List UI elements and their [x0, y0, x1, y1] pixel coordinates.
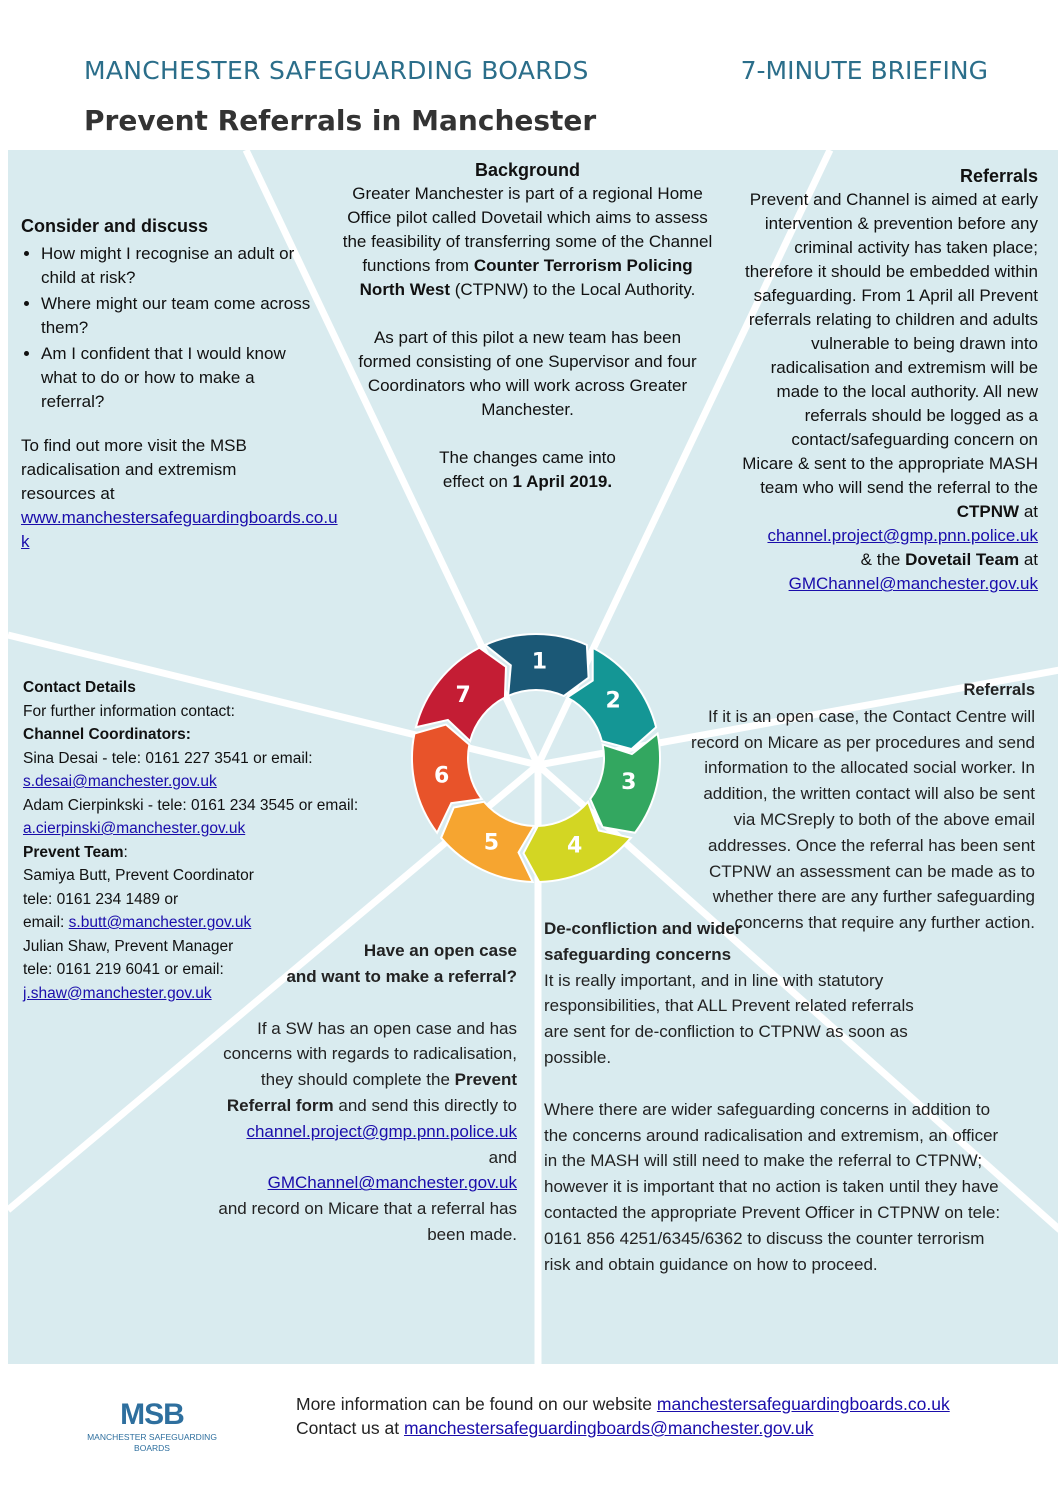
prevent-team-heading: Prevent Team: [23, 843, 124, 861]
footer-website-text: More information can be found on our website: [296, 1394, 657, 1414]
background-date: 1 April 2019.: [512, 472, 613, 491]
contact-julian-tel: tele: 0161 219 6041 or email:: [23, 961, 224, 978]
consider-section: [21, 214, 339, 554]
list-item: • Where might our team come across them?: [41, 292, 316, 340]
footer-contact-line: [296, 1416, 950, 1440]
consider-more-text: To find out more visit the MSB radicalisation and extremism resources at: [21, 436, 247, 503]
footer-info: [296, 1392, 950, 1440]
consider-list: [21, 242, 316, 414]
cycle-label-2: 2: [605, 688, 621, 714]
channel-project-email-link-2[interactable]: channel.project@gmp.pnn.police.uk: [246, 1121, 517, 1141]
background-paragraph-1: [340, 182, 715, 302]
contact-samiya-email-line: [23, 911, 393, 935]
email-label: email:: [23, 914, 69, 931]
contact-samiya: Samiya Butt, Prevent Coordinator: [23, 867, 254, 884]
referrals-heading-2: Referrals: [963, 681, 1035, 699]
background-paragraph-2: As part of this pilot a new team has been formed consisting of one Supervisor and four Coordinators who will work across Greater Manchester.: [358, 328, 697, 419]
footer-email-link[interactable]: manchestersafeguardingboards@manchester.gov.uk: [403, 1418, 814, 1438]
contact-julian: Julian Shaw, Prevent Manager: [23, 937, 234, 955]
open-case-and: and: [488, 1147, 517, 1167]
contact-adam: Adam Cierpinkski - tele: 0161 234 3545 or email:: [23, 796, 359, 814]
briefing-label: 7-MINUTE BRIEFING: [740, 56, 988, 85]
referrals-dovetail: Dovetail Team: [905, 550, 1020, 569]
prevent-team-colon: :: [123, 843, 128, 861]
contact-samiya-tel: tele: 0161 234 1489 or: [23, 890, 179, 908]
deconfliction-heading: De-confliction and wider safeguarding concerns: [544, 919, 742, 964]
open-case-body: If a SW has an open case and has concerns with regards to radicalisation, they should complete the: [223, 1018, 517, 1090]
msb-logo-text: MANCHESTER SAFEGUARDING BOARDS: [87, 1432, 217, 1453]
seven-step-cycle: [408, 630, 664, 886]
referrals-and: & the: [860, 550, 906, 569]
background-text-c: (CTPNW) to the Local Authority.: [450, 280, 696, 299]
referrals-at-2: at: [1019, 550, 1038, 569]
msb-logo-mark: MSB: [120, 1398, 184, 1431]
referrals-section-1: [742, 164, 1038, 596]
cycle-label-5: 5: [483, 830, 500, 856]
cycle-label-4: 4: [566, 833, 583, 859]
deconfliction-paragraph-1: It is really important, and in line with statutory responsibilities, that ALL Prevent related referrals are sent for de-confliction to CTPNW as soon as possible.: [544, 970, 914, 1067]
sina-email-link[interactable]: s.desai@manchester.gov.uk: [23, 773, 217, 790]
gmchannel-email-link[interactable]: GMChannel@manchester.gov.uk: [788, 574, 1038, 593]
open-case-heading-1: Have an open case: [363, 941, 517, 960]
adam-email-link[interactable]: a.cierpinski@manchester.gov.uk: [23, 820, 246, 837]
cycle-label-7: 7: [455, 683, 471, 709]
open-case-heading-2: and want to make a referral?: [286, 966, 517, 986]
footer-website-line: [296, 1392, 950, 1416]
org-name: MANCHESTER SAFEGUARDING BOARDS: [84, 56, 589, 85]
page-title: Prevent Referrals in Manchester: [84, 104, 597, 137]
background-text-bold: Counter Terrorism Policing North West: [359, 256, 693, 299]
prevent-team-line: [23, 841, 393, 865]
referrals-ctpnw: CTPNW: [956, 502, 1020, 521]
referrals-heading-1: Referrals: [959, 166, 1038, 186]
cycle-label-3: 3: [621, 770, 637, 796]
open-case-body-2: and send this directly to: [333, 1095, 517, 1115]
deconfliction-section: [544, 916, 1014, 1277]
open-case-record-text: and record on Micare that a referral has been made.: [218, 1199, 517, 1244]
referrals-section-2: [678, 678, 1035, 936]
footer-website-link[interactable]: manchestersafeguardingboards.co.uk: [656, 1394, 950, 1414]
channel-project-email-link[interactable]: channel.project@gmp.pnn.police.uk: [767, 526, 1038, 545]
referrals-text-1: [742, 188, 1038, 524]
contact-heading: Contact Details: [23, 679, 136, 696]
contact-intro: For further information contact:: [23, 702, 235, 720]
list-item: • Am I confident that I would know what to do or how to make a referral?: [41, 342, 316, 414]
list-item: • How might I recognise an adult or child at risk?: [41, 242, 316, 290]
cycle-label-6: 6: [434, 763, 450, 789]
background-date-text: The changes came into effect on: [439, 448, 616, 491]
deconfliction-paragraph-2: Where there are wider safeguarding concerns in addition to the concerns around radicalisation and extremism, an officer in the MASH will still need to make the referral to CTPNW; however it is important that no action is taken until they have contacted the appropriate Prevent Officer in CTPNW on tele: 0161 856 4251/6345/6362 to discuss the counter terrorism risk and obtain guidance on how to proceed.: [544, 1099, 1001, 1274]
background-heading: Background: [474, 160, 580, 180]
channel-coordinators-heading: Channel Coordinators:: [23, 726, 191, 743]
prevent-referral-form: Prevent Referral form: [226, 1070, 517, 1115]
samiya-email-link[interactable]: s.butt@manchester.gov.uk: [68, 914, 252, 931]
msb-logo: [82, 1398, 222, 1454]
referrals-body: Prevent and Channel is aimed at early intervention & prevention before any criminal activity has taken place; therefore it should be embedded within safeguarding. From 1 April all Prevent referrals relating to children and adults vulnerable to being drawn into radicalisation and extremism will be made to the local authority. All new referrals should be logged as a contact/safeguarding concern on Micare & sent to the appropriate MASH team who will send the referral to the: [742, 190, 1038, 497]
julian-email-link[interactable]: j.shaw@manchester.gov.uk: [23, 984, 212, 1002]
background-section: [340, 158, 715, 494]
referrals-at: at: [1019, 502, 1038, 521]
msb-resources-link[interactable]: www.manchestersafeguardingboards.co.uk: [21, 508, 338, 551]
referrals-dovetail-line: [742, 548, 1038, 572]
background-paragraph-3: [340, 446, 715, 494]
gmchannel-email-link-2[interactable]: GMChannel@manchester.gov.uk: [267, 1173, 517, 1193]
contact-sina: Sina Desai - tele: 0161 227 3541 or email:: [23, 749, 313, 767]
consider-heading: Consider and discuss: [21, 216, 209, 236]
footer-contact-text: Contact us at: [296, 1418, 404, 1438]
cycle-label-1: 1: [531, 649, 548, 675]
referrals-text-2: If it is an open case, the Contact Centre will record on Micare as per procedures and send information to the allocated social worker. In addition, the written contact will also be sent via MCSreply to both of the above email addresses. Once the referral has been sent CTPNW an assessment can be made as to whether there are any further safeguarding concerns that require any further action.: [691, 706, 1035, 933]
open-case-text: [195, 1016, 517, 1119]
open-case-section: [195, 938, 517, 1248]
background-text-a: Greater Manchester is part of a regional Home Office pilot called Dovetail which aims to assess the feasibility of transferring some of the Channel functions from: [342, 184, 713, 275]
